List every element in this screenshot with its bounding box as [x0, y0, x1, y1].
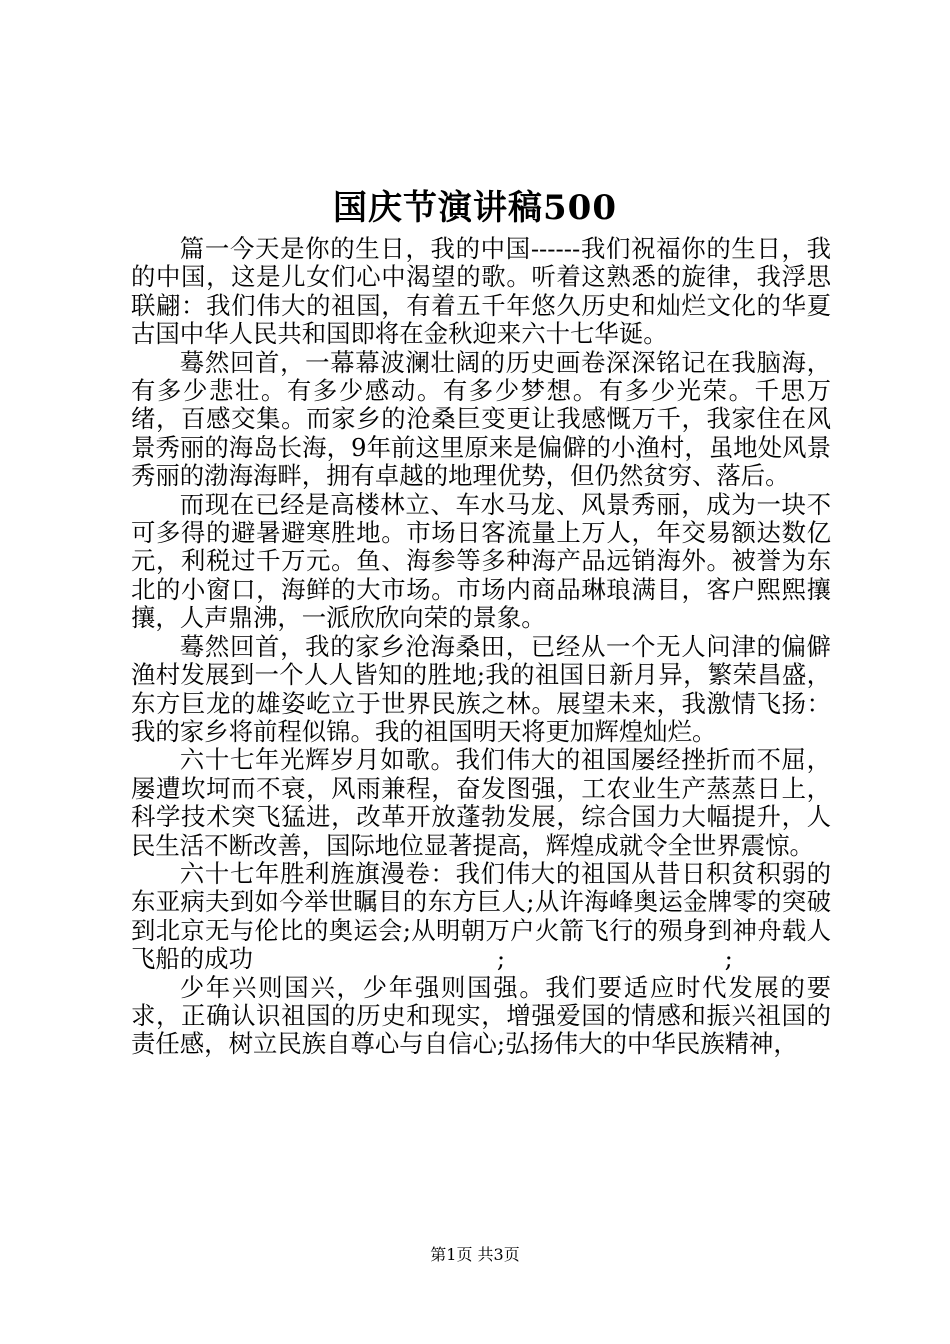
paragraph: 六十七年光辉岁月如歌。我们伟大的祖国屡经挫折而不屈，屡遭坎坷而不衰，风雨兼程，奋发图强，工农业生产蒸蒸日上，科学技术突飞猛进，改革开放蓬勃发展，综合国力大幅提升，人民生活不断改善，国际地位显著提高，辉煌成就令全世界震惊。: [131, 745, 831, 860]
paragraph: 六十七年胜利旌旗漫卷：我们伟大的祖国从昔日积贫积弱的东亚病夫到如今举世瞩目的东方巨人;从许海峰奥运金牌零的突破到北京无与伦比的奥运会;从明朝万户火箭飞行的殒身到神舟载人飞船的成功 ; ;: [131, 858, 831, 974]
paragraph: 蓦然回首，我的家乡沧海桑田，已经从一个无人问津的偏僻渔村发展到一个人人皆知的胜地;我的祖国日新月异，繁荣昌盛，东方巨龙的雄姿屹立于世界民族之林。展望未来，我激情飞扬：我的家乡将前程似锦。我的祖国明天将更加辉煌灿烂。: [131, 631, 831, 746]
paragraph: 篇一今天是你的生日，我的中国------我们祝福你的生日，我的中国，这是儿女们心中渴望的歌。听着这熟悉的旋律，我浮思联翩：我们伟大的祖国，有着五千年悠久历史和灿烂文化的华夏古国中华人民共和国即将在金秋迎来六十七华诞。: [131, 234, 831, 349]
paragraph: 而现在已经是高楼林立、车水马龙、风景秀丽，成为一块不可多得的避暑避寒胜地。市场日客流量上万人，年交易额达数亿元，利税过千万元。鱼、海参等多种海产品远销海外。被誉为东北的小窗口，海鲜的大市场。市场内商品琳琅满目，客户熙熙攘攘，人声鼎沸，一派欣欣向荣的景象。: [131, 489, 831, 633]
paragraph: 少年兴则国兴，少年强则国强。我们要适应时代发展的要求，正确认识祖国的历史和现实，增强爱国的情感和振兴祖国的责任感，树立民族自尊心与自信心;弘扬伟大的中华民族精神，: [131, 972, 831, 1059]
document-body: [131, 235, 831, 1059]
paragraph: 蓦然回首，一幕幕波澜壮阔的历史画卷深深铭记在我脑海，有多少悲壮。有多少感动。有多少梦想。有多少光荣。千思万绪，百感交集。而家乡的沧桑巨变更让我感慨万千，我家住在风景秀丽的海岛长海，9年前这里原来是偏僻的小渔村，虽地处风景秀丽的渤海海畔，拥有卓越的地理优势，但仍然贫穷、落后。: [131, 347, 831, 491]
page-footer: 第1页 共3页: [430, 1245, 520, 1264]
page-title: 国庆节演讲稿500: [333, 188, 617, 228]
